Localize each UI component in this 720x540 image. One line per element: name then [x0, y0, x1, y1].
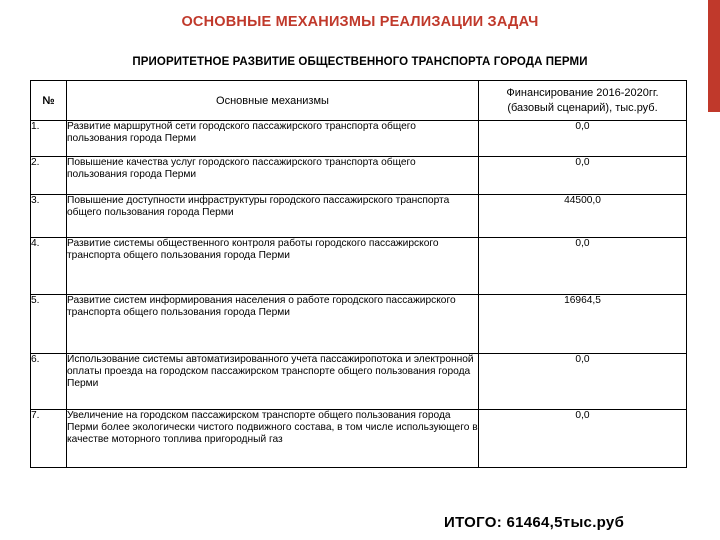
header-financing-line1: Финансирование 2016-2020гг.: [506, 86, 659, 99]
header-financing-line2: (базовый сценарий), тыс.руб.: [507, 101, 658, 114]
row-number: 4.: [31, 238, 67, 295]
row-mechanism: Развитие маршрутной сети городского пассажирского транспорта общего пользования города Перми: [67, 121, 479, 157]
row-financing: 0,0: [479, 157, 687, 195]
table-header-row: [31, 81, 687, 121]
row-number: 6.: [31, 354, 67, 410]
row-mechanism: Развитие системы общественного контроля работы городского пассажирского транспорта общего пользования города Перми: [67, 238, 479, 295]
page-title: ОСНОВНЫЕ МЕХАНИЗМЫ РЕАЛИЗАЦИИ ЗАДАЧ: [181, 14, 539, 30]
row-financing: 0,0: [479, 410, 687, 468]
table-row: [31, 410, 687, 468]
row-number: 1.: [31, 121, 67, 157]
mechanisms-table: [30, 80, 687, 468]
row-financing: 16964,5: [479, 295, 687, 354]
row-mechanism: Повышение качества услуг городского пассажирского транспорта общего пользования города Перми: [67, 157, 479, 195]
row-mechanism: Использование системы автоматизированного учета пассажиропотока и электронной оплаты проезда на городском пассажирском транспорте общего пользования города Перми: [67, 354, 479, 410]
header-mechanism: Основные механизмы: [67, 81, 479, 121]
row-financing: 0,0: [479, 121, 687, 157]
row-financing: 0,0: [479, 238, 687, 295]
row-mechanism: Повышение доступности инфраструктуры городского пассажирского транспорта общего пользования города Перми: [67, 195, 479, 238]
table-row: [31, 157, 687, 195]
row-mechanism: Увеличение на городском пассажирском транспорте общего пользования города Перми более экологически чистого подвижного состава, в том числе использующего в качестве моторного топлива пригородный газ: [67, 410, 479, 468]
table-row: [31, 354, 687, 410]
row-mechanism: Развитие систем информирования населения о работе городского пассажирского транспорта общего пользования города Перми: [67, 295, 479, 354]
header-number: №: [31, 81, 67, 121]
row-number: 2.: [31, 157, 67, 195]
page-subtitle: ПРИОРИТЕТНОЕ РАЗВИТИЕ ОБЩЕСТВЕННОГО ТРАНСПОРТА ГОРОДА ПЕРМИ: [132, 56, 588, 68]
header-financing: [479, 81, 687, 121]
table-row: [31, 195, 687, 238]
table-row: [31, 238, 687, 295]
row-number: 5.: [31, 295, 67, 354]
row-financing: 0,0: [479, 354, 687, 410]
total-amount: ИТОГО: 61464,5тыс.руб: [444, 514, 625, 531]
row-financing: 44500,0: [479, 195, 687, 238]
row-number: 3.: [31, 195, 67, 238]
table-row: [31, 295, 687, 354]
table-row: [31, 121, 687, 157]
row-number: 7.: [31, 410, 67, 468]
